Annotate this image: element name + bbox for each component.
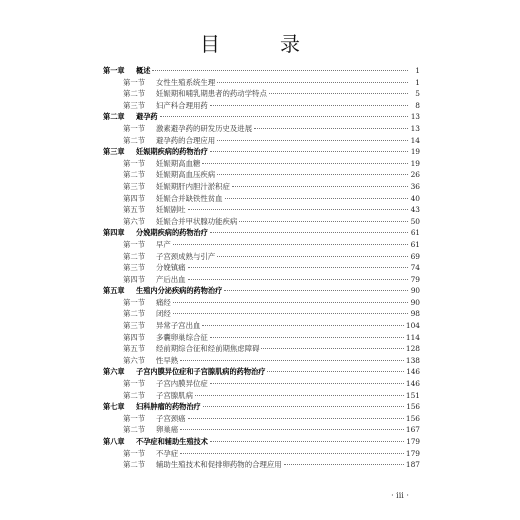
toc-page-number: 14 <box>410 135 420 145</box>
toc-chapter-row[interactable] <box>103 366 420 378</box>
toc-entry-title: 性早熟 <box>156 355 179 365</box>
toc-page-number: 50 <box>410 216 420 226</box>
toc-chapter-row[interactable] <box>103 65 420 77</box>
toc-entry-title: 卵巢癌 <box>156 425 179 435</box>
toc-page-number: 128 <box>405 344 420 354</box>
toc-page-number: 36 <box>410 181 420 191</box>
toc-chapter-row[interactable] <box>103 436 420 448</box>
toc-page-number: 156 <box>405 413 420 423</box>
toc-entry-title: 妊娠期疾病的药物治疗 <box>136 147 208 157</box>
dot-leader <box>261 347 403 349</box>
page-title: 目 录 <box>200 32 320 56</box>
toc-section-row[interactable] <box>103 100 420 112</box>
toc-page-number: 61 <box>410 228 420 238</box>
toc-entry-title: 妊娠期高血压疾病 <box>156 170 216 180</box>
toc-page-number: 43 <box>410 205 420 215</box>
toc-entry-number: 第二章 <box>103 112 125 122</box>
toc-entry-number: 第五节 <box>123 344 146 354</box>
toc-entry-number: 第二节 <box>123 251 146 261</box>
toc-entry-number: 第一章 <box>103 66 125 75</box>
dot-leader <box>254 127 408 129</box>
toc-section-row[interactable] <box>103 343 420 355</box>
toc-entry-title: 避孕药 <box>136 112 158 122</box>
toc-page-number: 1 <box>415 66 420 75</box>
toc-entry-number: 第一节 <box>123 448 146 458</box>
toc-section-row[interactable] <box>103 77 420 89</box>
toc-entry-title: 产后出血 <box>156 274 186 284</box>
toc-page-number: 19 <box>410 158 420 168</box>
toc-page-number: 13 <box>410 112 420 122</box>
dot-leader <box>180 452 404 454</box>
dot-leader <box>173 301 408 303</box>
toc-page-number: 114 <box>405 332 420 342</box>
toc-page-number: 1 <box>415 77 420 87</box>
toc-entry-title: 妊娠合并甲状腺功能疾病 <box>156 216 238 226</box>
dot-leader <box>202 324 404 326</box>
toc-entry-number: 第一节 <box>123 123 146 133</box>
toc-entry-number: 第二节 <box>123 425 146 435</box>
toc-chapter-row[interactable] <box>103 401 420 413</box>
toc-page-number: 156 <box>406 402 420 412</box>
toc-page-number: 19 <box>410 147 420 157</box>
toc-page-number: 13 <box>410 123 420 133</box>
toc-entry-number: 第四章 <box>103 228 125 238</box>
toc-page-number: 167 <box>405 425 420 435</box>
toc-entry-number: 第八章 <box>103 437 125 446</box>
toc-entry-number: 第二节 <box>123 170 146 180</box>
dot-leader <box>203 405 405 407</box>
toc-entry-number: 第三节 <box>123 321 146 331</box>
toc-entry-title: 生殖内分泌疾病的药物治疗 <box>136 286 223 296</box>
toc-section-row[interactable] <box>103 413 420 425</box>
toc-entry-title: 概述 <box>136 66 151 75</box>
toc-page-number: 104 <box>405 321 420 331</box>
dot-leader <box>195 394 404 396</box>
toc-page-number: 74 <box>410 263 420 273</box>
toc-entry-number: 第三节 <box>123 263 146 273</box>
toc-entry-title: 妊娠剧吐 <box>156 205 186 215</box>
dot-leader <box>239 220 408 222</box>
toc-entry-number: 第三节 <box>123 100 146 110</box>
toc-section-row[interactable] <box>103 181 420 193</box>
dot-leader <box>217 81 408 83</box>
dot-leader <box>210 104 408 106</box>
dot-leader <box>210 382 404 384</box>
dot-leader <box>217 255 408 257</box>
toc-entry-number: 第一节 <box>123 379 146 389</box>
toc-page-number: 98 <box>410 309 420 319</box>
dot-leader <box>232 185 408 187</box>
toc-section-row[interactable] <box>103 239 420 251</box>
toc-page-number: 79 <box>410 274 420 284</box>
toc-entry-number: 第二节 <box>123 135 146 145</box>
toc-entry-title: 早产 <box>156 239 171 249</box>
dot-leader <box>180 359 404 361</box>
dot-leader <box>210 150 408 152</box>
toc-entry-number: 第二节 <box>123 89 146 99</box>
toc-section-row[interactable] <box>103 297 420 309</box>
dot-leader <box>180 428 404 430</box>
toc-section-row[interactable] <box>103 158 420 170</box>
toc-page-number: 146 <box>405 379 420 389</box>
toc-chapter-row[interactable] <box>103 111 420 123</box>
toc-entry-number: 第六节 <box>123 216 146 226</box>
toc-section-row[interactable] <box>103 424 420 436</box>
toc-entry-title: 子宫颈成熟与引产 <box>156 251 216 261</box>
toc-entry-title: 妇科肿瘤的药物治疗 <box>136 402 201 412</box>
toc-entry-title: 闭经 <box>156 309 171 319</box>
toc-section-row[interactable] <box>103 262 420 274</box>
dot-leader <box>217 173 408 175</box>
toc-page-number: 179 <box>405 448 420 458</box>
toc-page-number: 40 <box>410 193 420 203</box>
toc-entry-title: 妊娠合并缺铁性贫血 <box>156 193 223 203</box>
toc-entry-title: 子宫内膜异位症和子宫腺肌病的药物治疗 <box>136 367 266 377</box>
toc-entry-number: 第一节 <box>123 77 146 87</box>
toc-entry-number: 第二节 <box>123 309 146 319</box>
toc-section-row[interactable] <box>103 448 420 460</box>
toc-entry-title: 经前期综合征和经前期焦虑障碍 <box>156 344 260 354</box>
toc-entry-number: 第五章 <box>103 286 125 296</box>
toc-section-row[interactable] <box>103 135 420 147</box>
toc-entry-title: 避孕药的合理应用 <box>156 135 216 145</box>
dot-leader <box>267 370 404 372</box>
toc-entry-title: 不孕症和辅助生殖技术 <box>136 437 208 446</box>
toc-entry-number: 第一节 <box>123 297 146 307</box>
toc-section-row[interactable] <box>103 274 420 286</box>
dot-leader <box>202 162 408 164</box>
toc-page-number: 146 <box>406 367 420 377</box>
dot-leader <box>210 336 404 338</box>
toc-entry-title: 子宫腺肌病 <box>156 390 193 400</box>
dot-leader <box>188 266 408 268</box>
toc-section-row[interactable] <box>103 123 420 135</box>
dot-leader <box>217 139 408 141</box>
toc-entry-title: 妊娠期肝内胆汁淤积症 <box>156 181 230 191</box>
toc-section-row[interactable] <box>103 355 420 367</box>
toc-chapter-row[interactable] <box>103 285 420 297</box>
toc-entry-title: 异常子宫出血 <box>156 321 201 331</box>
toc-page-number: 151 <box>405 390 420 400</box>
dot-leader <box>188 208 408 210</box>
toc-entry-number: 第七章 <box>103 402 125 412</box>
toc-entry-number: 第三节 <box>123 181 146 191</box>
dot-leader <box>284 463 404 465</box>
toc-entry-number: 第六章 <box>103 367 125 377</box>
toc-section-row[interactable] <box>103 378 420 390</box>
toc-section-row[interactable] <box>103 88 420 100</box>
dot-leader <box>173 312 408 314</box>
dot-leader <box>188 417 404 419</box>
toc-entry-title: 不孕症 <box>156 448 179 458</box>
dot-leader <box>269 92 408 94</box>
toc-page-number: 179 <box>406 437 420 446</box>
toc-section-row[interactable] <box>103 390 420 402</box>
toc-entry-title: 子宫颈癌 <box>156 413 186 423</box>
dot-leader <box>210 440 404 442</box>
toc-section-row[interactable] <box>103 320 420 332</box>
toc-section-row[interactable] <box>103 251 420 263</box>
toc-entry-number: 第五节 <box>123 205 146 215</box>
toc-entry-number: 第四节 <box>123 193 146 203</box>
toc-section-row[interactable] <box>103 193 420 205</box>
toc-entry-title: 妊娠期高血糖 <box>156 158 201 168</box>
toc-page-number: 138 <box>405 355 420 365</box>
toc-section-row[interactable] <box>103 204 420 216</box>
toc-entry-title: 妇产科合理用药 <box>156 100 208 110</box>
page-number-footer: · iii · <box>391 491 409 500</box>
toc-page-number: 69 <box>410 251 420 261</box>
dot-leader <box>160 115 408 117</box>
toc-page-number: 90 <box>410 286 420 296</box>
toc-page-number: 90 <box>410 297 420 307</box>
dot-leader <box>188 278 408 280</box>
toc-entry-number: 第二节 <box>123 460 146 470</box>
table-of-contents <box>103 65 420 471</box>
toc-entry-title: 子宫内膜异位症 <box>156 379 208 389</box>
dot-leader <box>210 231 408 233</box>
toc-page-number: 26 <box>410 170 420 180</box>
toc-entry-title: 多囊卵巢综合征 <box>156 332 208 342</box>
toc-entry-number: 第二节 <box>123 390 146 400</box>
toc-page-number: 61 <box>410 239 420 249</box>
dot-leader <box>173 243 408 245</box>
toc-section-row[interactable] <box>103 308 420 320</box>
toc-entry-title: 分娩期疾病的药物治疗 <box>136 228 208 238</box>
toc-section-row[interactable] <box>103 459 420 471</box>
toc-chapter-row[interactable] <box>103 227 420 239</box>
toc-entry-number: 第一节 <box>123 158 146 168</box>
toc-entry-number: 第三章 <box>103 147 125 157</box>
toc-section-row[interactable] <box>103 216 420 228</box>
toc-section-row[interactable] <box>103 169 420 181</box>
toc-entry-number: 第一节 <box>123 239 146 249</box>
toc-entry-title: 激素避孕药的研发历史及进展 <box>156 123 253 133</box>
toc-entry-number: 第四节 <box>123 332 146 342</box>
toc-chapter-row[interactable] <box>103 146 420 158</box>
toc-page-number: 5 <box>415 89 420 99</box>
toc-entry-title: 辅助生殖技术和促排卵药物的合理应用 <box>156 460 282 470</box>
dot-leader <box>224 289 408 291</box>
toc-entry-number: 第六节 <box>123 355 146 365</box>
toc-entry-title: 分娩镇痛 <box>156 263 186 273</box>
toc-entry-title: 妊娠期和哺乳期患者的药动学特点 <box>156 89 267 99</box>
toc-section-row[interactable] <box>103 332 420 344</box>
dot-leader <box>152 69 408 71</box>
toc-entry-number: 第一节 <box>123 413 146 423</box>
toc-page-number: 8 <box>415 100 420 110</box>
toc-entry-title: 女性生殖系统生理 <box>156 77 216 87</box>
toc-entry-title: 痛经 <box>156 297 171 307</box>
toc-page-number: 187 <box>405 460 420 470</box>
toc-entry-number: 第四节 <box>123 274 146 284</box>
dot-leader <box>225 197 408 199</box>
